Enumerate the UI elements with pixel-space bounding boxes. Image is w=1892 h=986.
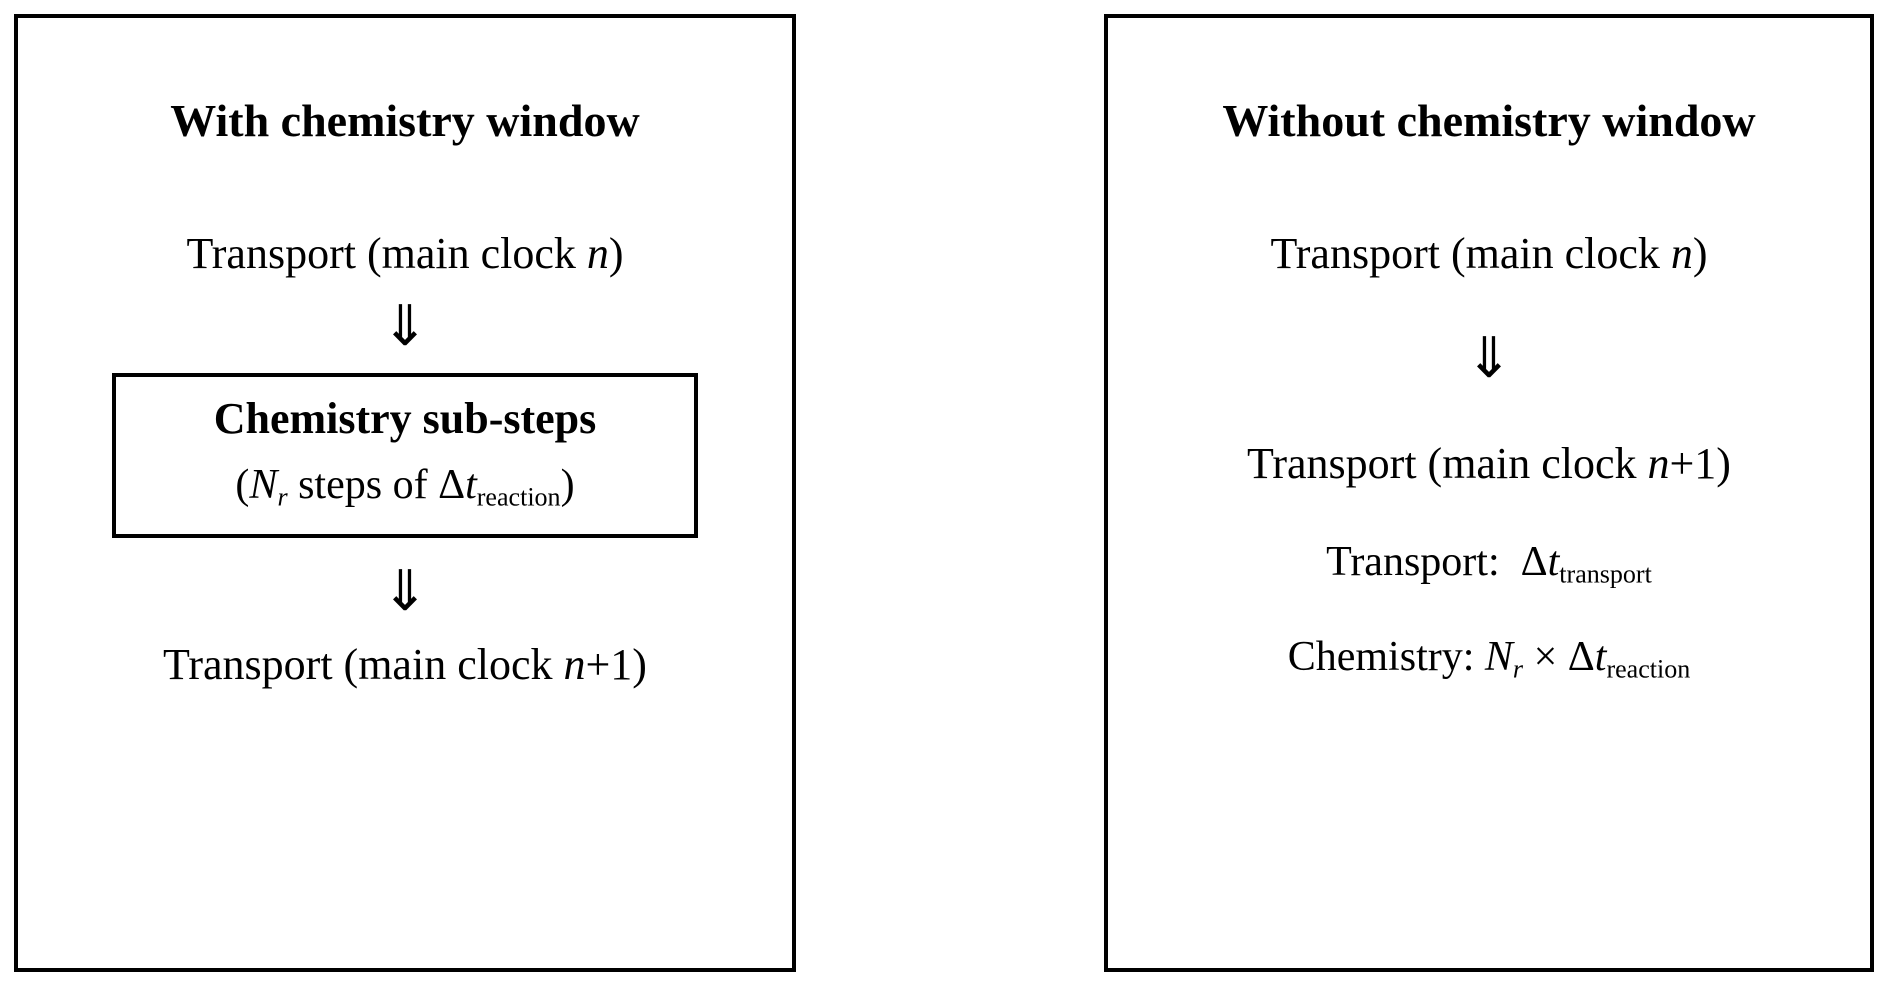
panel-content	[18, 18, 792, 968]
left-transport-main-clock-n-plus-1: Transport (main clock n+1)	[163, 639, 647, 689]
chemistry-sub-steps-subtitle: ($N_r$ steps of $\Delta t_{reaction}$)	[235, 461, 575, 511]
panel-title-without-chemistry-window: Without chemistry window	[1222, 95, 1756, 146]
left-transport-main-clock-n: Transport (main clock n)	[186, 228, 624, 278]
down-arrow-icon: ⇓	[381, 296, 429, 359]
panel-without-chemistry-window	[1104, 14, 1874, 972]
panel-with-chemistry-window	[14, 14, 796, 972]
chemistry-sub-steps-box	[112, 373, 698, 537]
down-arrow-icon: ⇓	[1465, 328, 1513, 391]
panel-content	[1108, 18, 1870, 968]
right-transport-main-clock-n: Transport (main clock n)	[1270, 228, 1708, 278]
right-chemistry-timestep-label: Chemistry: $N_r \times \Delta t_{reaction}$	[1287, 634, 1691, 684]
right-transport-timestep-label: Transport: $\Delta t_{transport}$	[1326, 538, 1652, 589]
down-arrow-icon: ⇓	[381, 560, 429, 623]
chemistry-sub-steps-title: Chemistry sub-steps	[213, 394, 597, 444]
right-transport-main-clock-n-plus-1: Transport (main clock n+1)	[1247, 439, 1731, 489]
panel-title-with-chemistry-window: With chemistry window	[170, 95, 640, 146]
